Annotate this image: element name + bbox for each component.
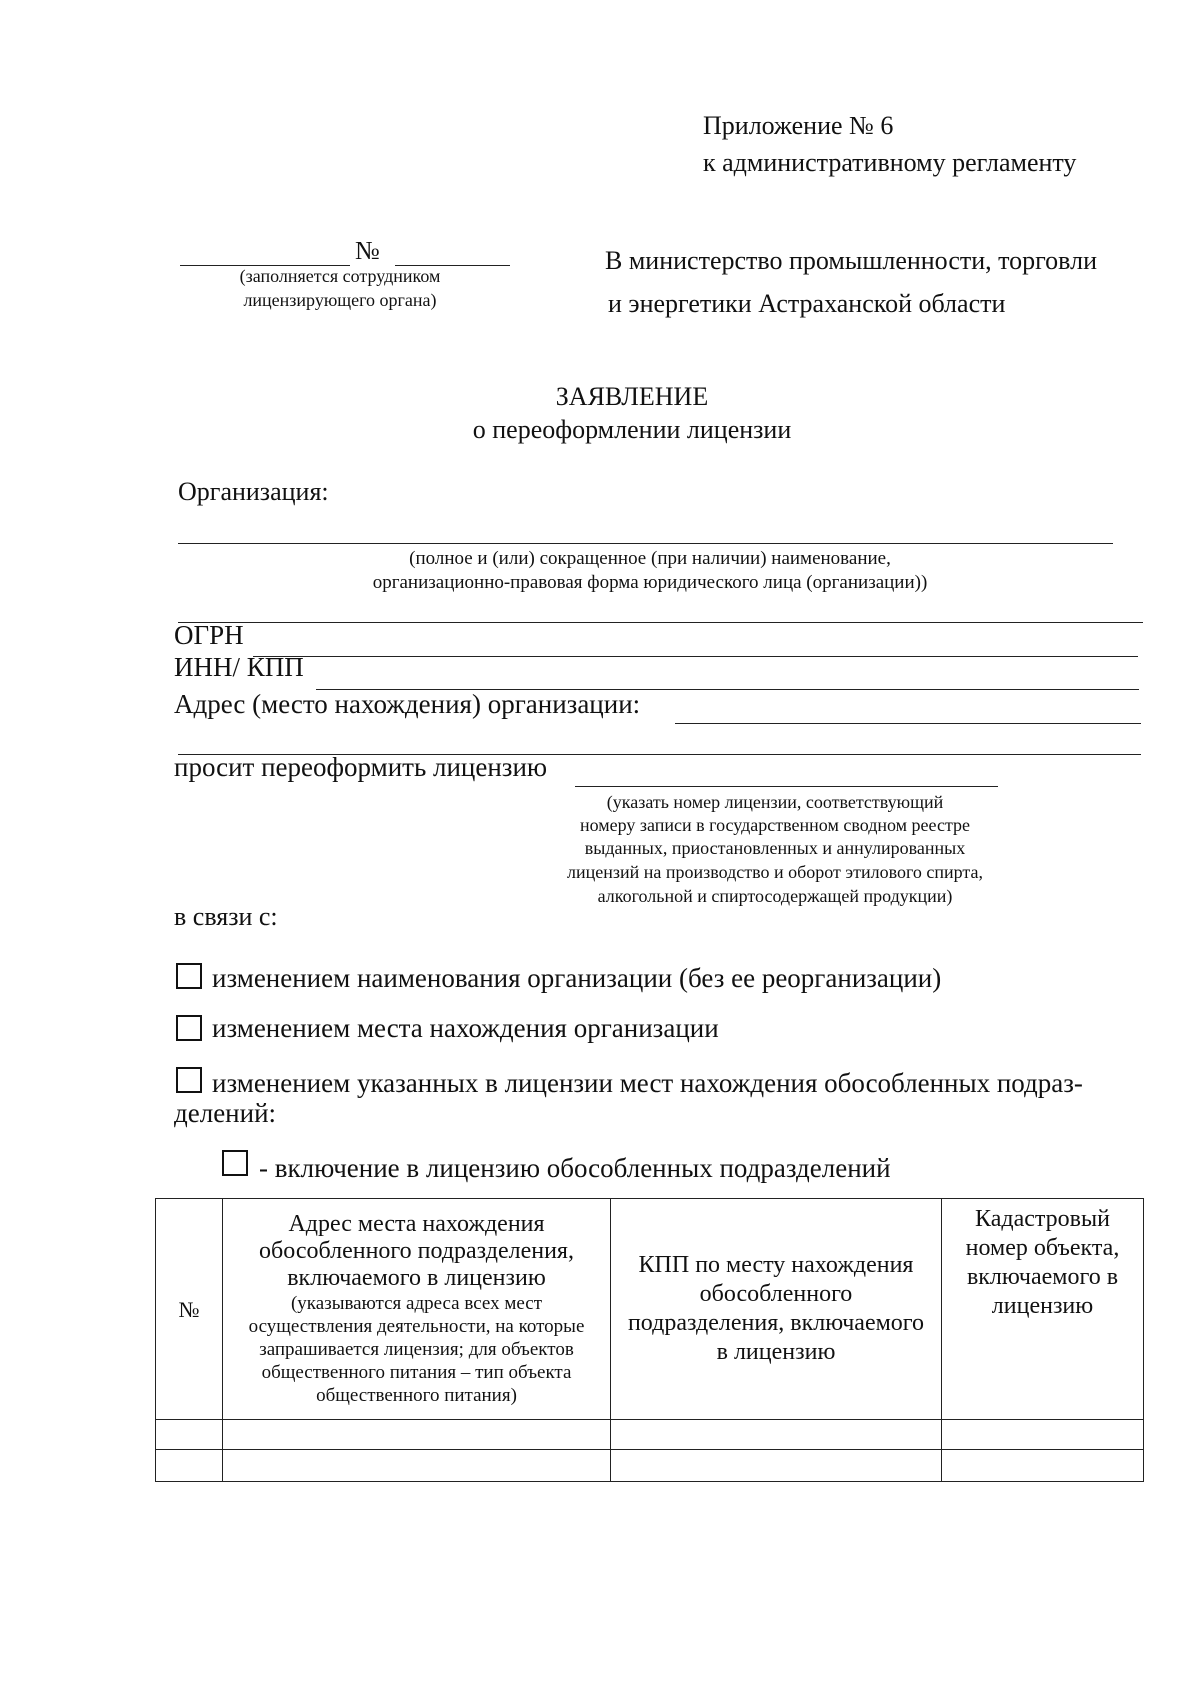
table-row: [156, 1420, 1144, 1450]
request-label: просит переоформить лицензию: [174, 752, 548, 782]
organization-name-field[interactable]: [178, 543, 1113, 544]
organization-name-field-2[interactable]: [178, 622, 1143, 623]
table-cell-address[interactable]: [223, 1450, 611, 1482]
column-header-number: №: [156, 1199, 223, 1420]
table-cell-cadastral[interactable]: [942, 1450, 1144, 1482]
table-cell-cadastral[interactable]: [942, 1420, 1144, 1450]
checkbox-include-branches[interactable]: [222, 1150, 248, 1176]
addressee-line2: и энергетики Астраханской области: [608, 289, 1006, 318]
registration-note-line1: (заполняется сотрудником: [239, 266, 441, 286]
checkbox-branch-location-change[interactable]: [176, 1067, 202, 1093]
registration-number-sign: №: [355, 236, 380, 265]
request-hint-line2: номеру записи в государственном сводном реестре: [579, 815, 971, 835]
request-hint-line1: (указать номер лицензии, соответствующий: [606, 792, 944, 812]
table-cell-kpp[interactable]: [611, 1450, 942, 1482]
request-hint-line4: лицензий на производство и оборот этилового спирта,: [566, 862, 984, 882]
checkbox-location-change[interactable]: [176, 1015, 202, 1041]
appendix-subtitle: к административному регламенту: [703, 148, 1077, 177]
request-hint-line3: выданных, приостановленных и аннулированных: [584, 838, 966, 858]
address-field[interactable]: [675, 723, 1141, 724]
document-subtitle: о переоформлении лицензии: [472, 415, 792, 444]
address-label: Адрес (место нахождения) организации:: [174, 689, 641, 719]
organization-hint-line2: организационно-правовая форма юридического лица (организации)): [372, 572, 928, 593]
table-header-row: [156, 1199, 1144, 1420]
option-branch-location-change-line2: делений:: [174, 1098, 277, 1128]
table-cell-kpp[interactable]: [611, 1420, 942, 1450]
table-row: [156, 1450, 1144, 1482]
sub-option-include-branches: - включение в лицензию обособленных подразделений: [259, 1153, 891, 1183]
option-location-change: изменением места нахождения организации: [212, 1013, 719, 1043]
ogrn-field[interactable]: [253, 656, 1138, 657]
addressee-line1: В министерство промышленности, торговли: [605, 246, 1098, 275]
inn-kpp-label: ИНН/ КПП: [174, 652, 304, 682]
reasons-label: в связи с:: [174, 902, 278, 931]
license-number-field[interactable]: [575, 786, 998, 787]
appendix-title: Приложение № 6: [703, 111, 894, 140]
document-title: ЗАЯВЛЕНИЕ: [555, 382, 709, 411]
ogrn-label: ОГРН: [174, 620, 244, 650]
request-hint-line5: алкогольной и спиртосодержащей продукции): [597, 886, 953, 906]
column-header-kpp: КПП по месту нахождения обособленного подразделения, включаемого в лицензию: [611, 1199, 942, 1420]
table-cell-number[interactable]: [156, 1450, 223, 1482]
organization-label: Организация:: [178, 477, 329, 506]
column-header-cadastral: Кадастровый номер объекта, включаемого в лицензию: [942, 1199, 1144, 1420]
option-branch-location-change-line1: изменением указанных в лицензии мест нахождения обособленных подраз-: [212, 1068, 1083, 1098]
branches-table: [155, 1198, 1144, 1482]
option-name-change: изменением наименования организации (без ее реорганизации): [212, 963, 942, 993]
registration-note-line2: лицензирующего органа): [243, 290, 437, 310]
checkbox-name-change[interactable]: [176, 963, 202, 989]
table-cell-number[interactable]: [156, 1420, 223, 1450]
column-header-address: Адрес места нахождения обособленного подразделения, включаемого в лицензию (указываются адреса всех мест осуществления деятельности, на которые запрашивается лицензия; для объектов общественного питания – тип объекта общественного питания): [223, 1199, 611, 1420]
organization-hint-line1: (полное и (или) сокращенное (при наличии) наименование,: [409, 548, 891, 569]
table-cell-address[interactable]: [223, 1420, 611, 1450]
